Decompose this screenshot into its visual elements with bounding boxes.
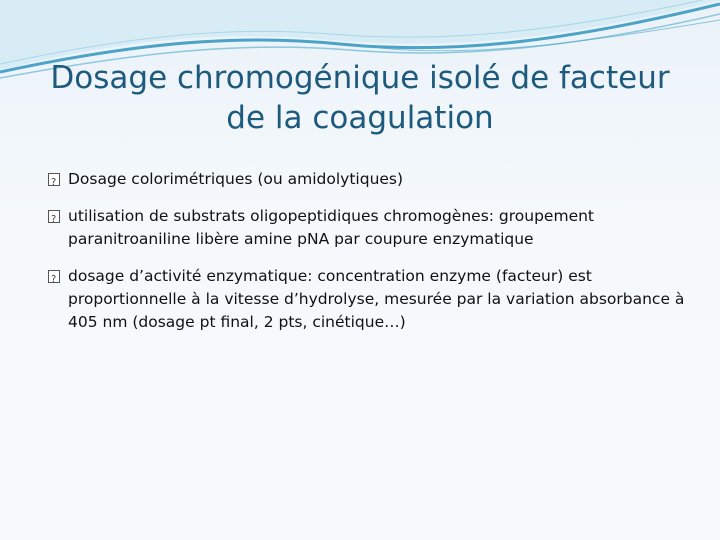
bullet-item xyxy=(48,265,688,334)
bullet-text: dosage d’activité enzymatique: concentration enzyme (facteur) est proportionnelle à la vitesse d’hydrolyse, mesurée par la variation absorbance à 405 nm (dosage pt final, 2 pts, cinétique…) xyxy=(68,267,685,331)
slide-title-line-1: Dosage chromogénique isolé de facteur xyxy=(50,60,670,96)
bullet-text: Dosage colorimétriques (ou amidolytiques) xyxy=(68,170,404,188)
slide-title xyxy=(30,58,690,138)
bullet-list xyxy=(48,168,688,348)
bullet-marker-icon xyxy=(48,270,60,283)
slide-title-line-2: de la coagulation xyxy=(226,100,494,136)
bullet-marker-icon xyxy=(48,210,60,223)
bullet-marker-icon xyxy=(48,173,60,186)
bullet-text: utilisation de substrats oligopeptidiques chromogènes: groupement paranitroaniline libère amine pNA par coupure enzymatique xyxy=(68,207,595,248)
bullet-item xyxy=(48,168,688,191)
bullet-item xyxy=(48,205,688,251)
